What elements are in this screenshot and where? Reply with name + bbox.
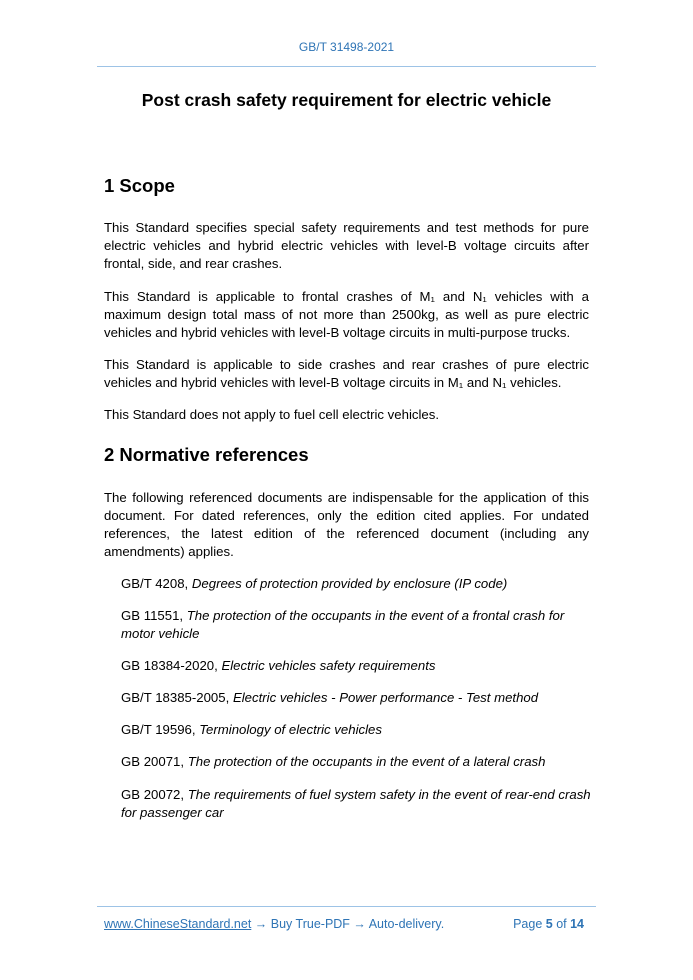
reference-title: The protection of the occupants in the event of a lateral crash — [187, 754, 546, 769]
normative-intro: The following referenced documents are indispensable for the application of this document. For dated references, only the edition cited applies. For undated references, the latest edition of the referenced document (including any amendments) applies. — [104, 490, 589, 559]
reference-title: Degrees of protection provided by enclosure (IP code) — [191, 576, 508, 591]
scope-paragraph: This Standard is applicable to side crashes and rear crashes of pure electric vehicles and hybrid vehicles with level-B voltage circuits in M₁ and N₁ vehicles. — [104, 357, 589, 390]
page-footer — [104, 917, 584, 931]
reference-item — [121, 607, 591, 643]
scope-paragraph: This Standard specifies special safety requirements and test methods for pure electric vehicles and hybrid electric vehicles with level-B voltage circuits after frontal, side, and rear crashes. — [104, 220, 589, 271]
reference-item — [121, 753, 591, 771]
reference-item — [121, 786, 591, 822]
reference-title: Terminology of electric vehicles — [199, 722, 382, 737]
scope-paragraph: This Standard is applicable to frontal crashes of M₁ and N₁ vehicles with a maximum design total mass of not more than 2500kg, as well as pure electric vehicles and hybrid vehicles with level-B voltage circuits in multi-purpose trucks. — [104, 289, 589, 340]
reference-item — [121, 689, 591, 707]
reference-code: GB/T 4208, — [121, 576, 192, 591]
section-heading-normative-references: 2 Normative references — [104, 444, 309, 465]
header-divider — [97, 66, 596, 67]
section-heading-scope: 1 Scope — [104, 175, 175, 196]
reference-code: GB 20071, — [121, 754, 188, 769]
reference-title: Electric vehicles safety requirements — [221, 658, 436, 673]
footer-divider — [97, 906, 596, 907]
reference-code: GB/T 19596, — [121, 722, 200, 737]
total-pages-number: 14 — [570, 917, 584, 931]
reference-title: Electric vehicles - Power performance - Test method — [232, 690, 539, 705]
reference-item — [121, 657, 591, 675]
footer-promo-text: → Buy True-PDF → Auto-delivery. — [251, 917, 445, 931]
reference-item — [121, 721, 591, 739]
reference-code: GB/T 18385-2005, — [121, 690, 233, 705]
reference-code: GB 11551, — [121, 608, 187, 623]
current-page-number: 5 — [545, 917, 553, 931]
page-header: GB/T 31498-2021 — [298, 40, 395, 54]
reference-item — [121, 575, 591, 593]
page-of-label: of — [552, 917, 571, 931]
document-title: Post crash safety requirement for electric vehicle — [141, 90, 552, 110]
page-label: Page — [513, 917, 546, 931]
scope-paragraph: This Standard does not apply to fuel cell electric vehicles. — [104, 407, 439, 422]
page-indicator — [513, 917, 584, 931]
reference-code: GB 20072, — [121, 787, 188, 802]
reference-title: The requirements of fuel system safety in the event of rear-end crash for passenger car — [121, 787, 591, 820]
website-link[interactable]: www.ChineseStandard.net — [104, 917, 252, 931]
reference-title: The protection of the occupants in the event of a frontal crash for motor vehicle — [121, 608, 565, 641]
reference-code: GB 18384-2020, — [121, 658, 222, 673]
